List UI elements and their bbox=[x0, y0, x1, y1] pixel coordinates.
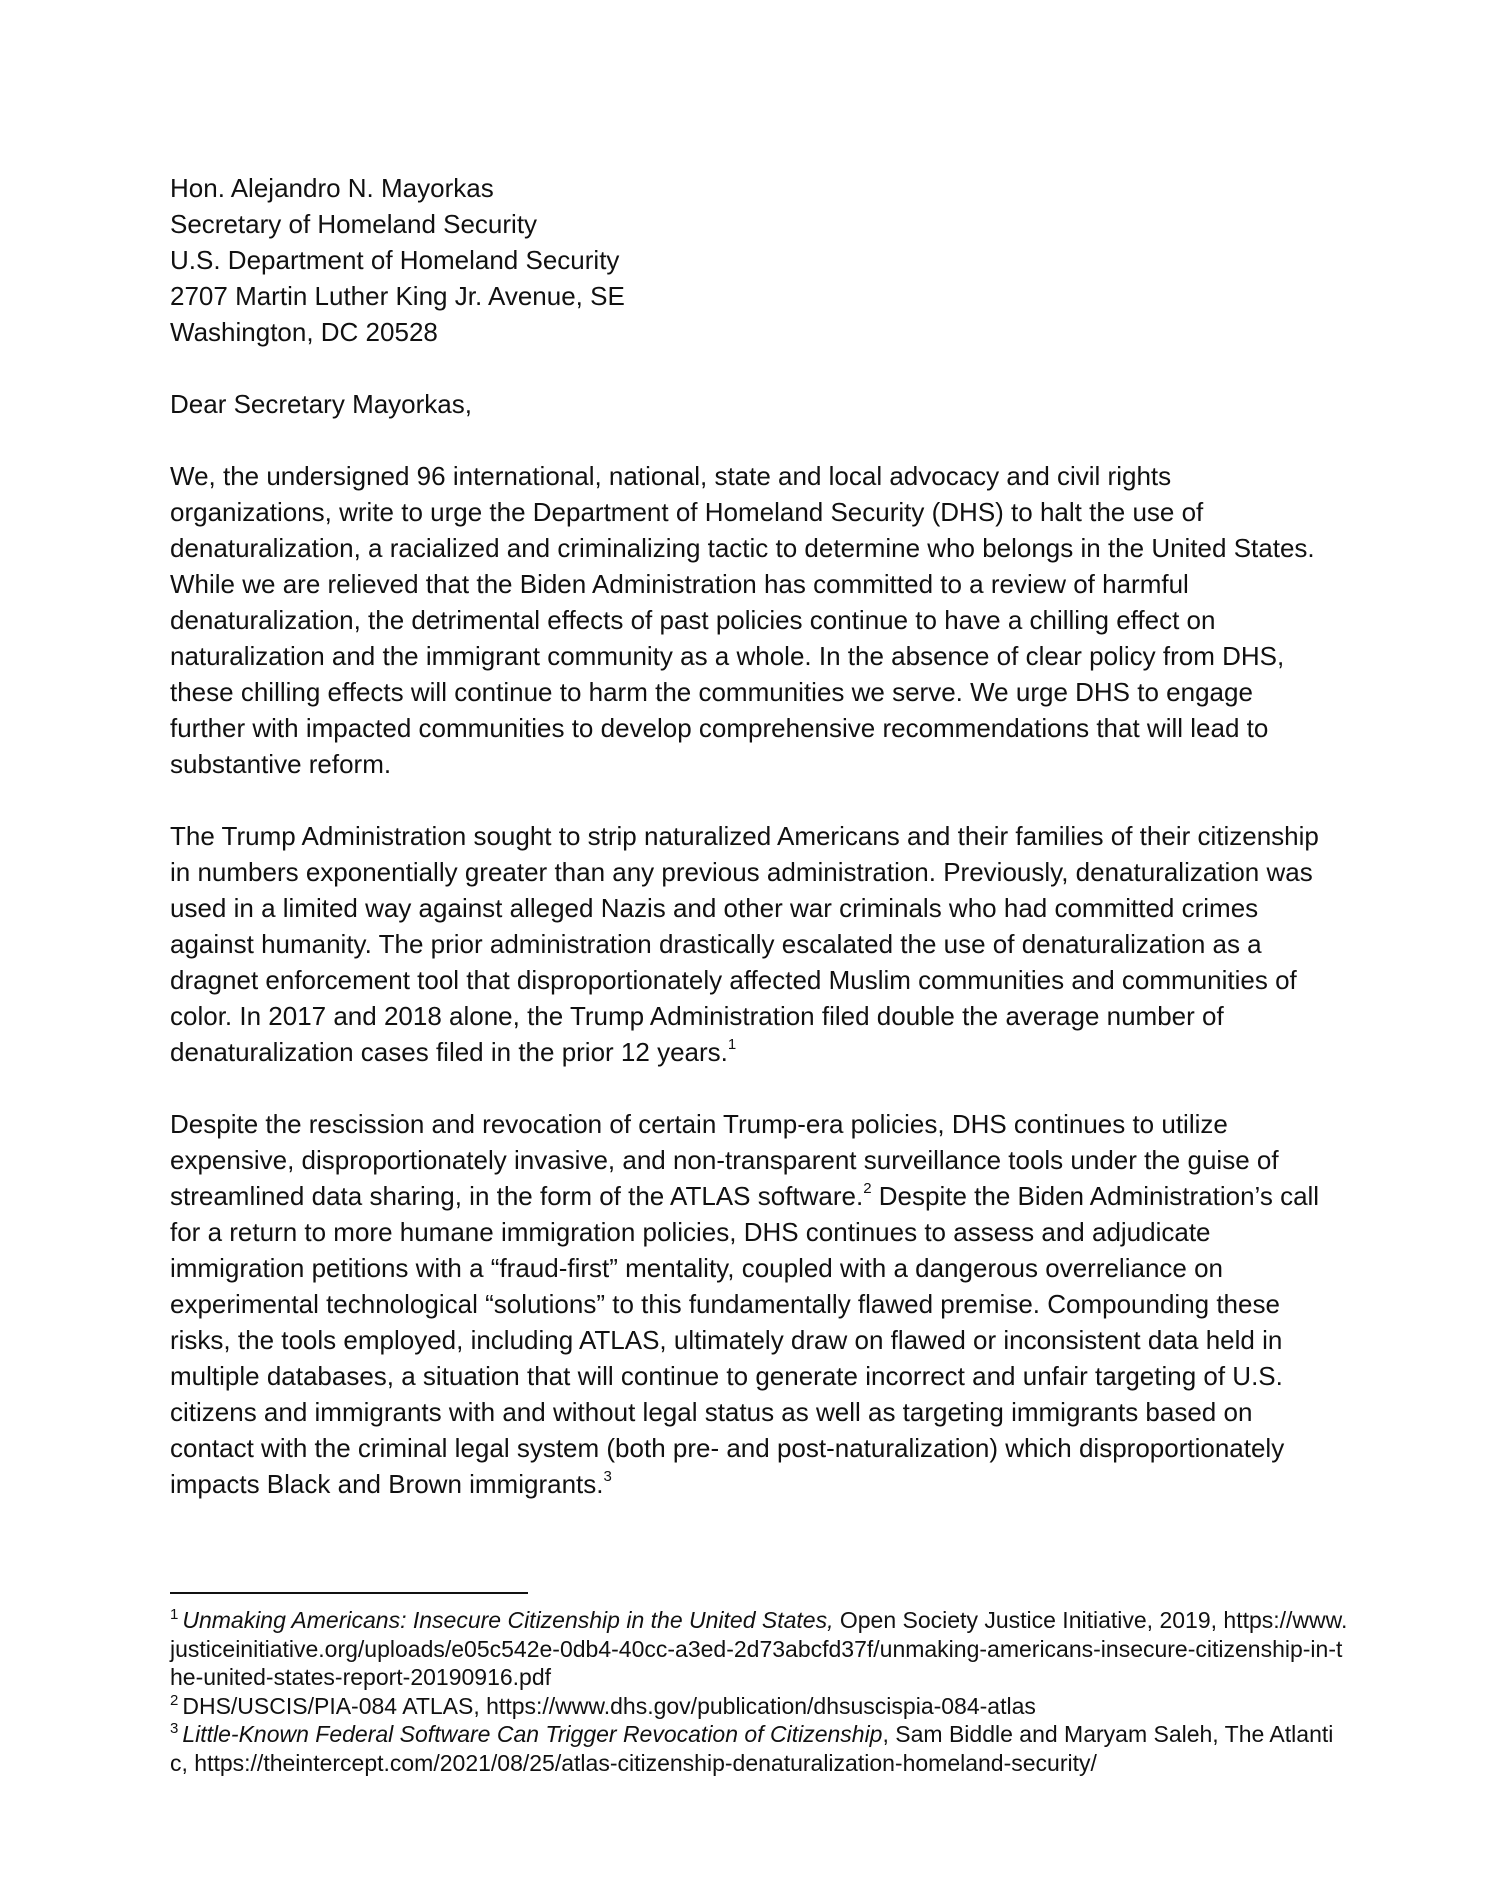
footnote-3-title: Little-Known Federal Software Can Trigger Revocation of Citizenship bbox=[182, 1721, 883, 1747]
footnote-1 bbox=[170, 1606, 1350, 1692]
address-line-name: Hon. Alejandro N. Mayorkas bbox=[170, 173, 494, 203]
address-line-city: Washington, DC 20528 bbox=[170, 317, 438, 347]
footnote-2 bbox=[170, 1692, 1350, 1721]
paragraph-2-text: The Trump Administration sought to strip naturalized Americans and their families of their citizenship in numbers exponentially greater than any previous administration. Previously, denaturalization was used in a limited way against alleged Nazis and other war criminals who had committed crimes against humanity. The prior administration drastically escalated the use of denaturalization as a dragnet enforcement tool that disproportionately affected Muslim communities and communities of color. In 2017 and 2018 alone, the Trump Administration filed double the average number of denaturalization cases filed in the prior 12 years. bbox=[170, 821, 1319, 1067]
address-line-street: 2707 Martin Luther King Jr. Avenue, SE bbox=[170, 281, 625, 311]
paragraph-3 bbox=[170, 1106, 1335, 1502]
paragraph-3-text-a: Despite the rescission and revocation of certain Trump-era policies, DHS continues to utilize expensive, disproportionately invasive, and non-transparent surveillance tools under the guise of streamlined data sharing, in the form of the ATLAS software. bbox=[170, 1109, 1279, 1211]
paragraph-3-text-b: Despite the Biden Administration’s call for a return to more humane immigration policies, DHS continues to assess and adjudicate immigration petitions with a “fraud-first” mentality, coupled with a dangerous overreliance on experimental technological “solutions” to this fundamentally flawed premise. Compounding these risks, the tools employed, including ATLAS, ultimately draw on flawed or inconsistent data held in multiple databases, a situation that will continue to generate incorrect and unfair targeting of U.S. citizens and immigrants with and without legal status as well as targeting immigrants based on contact with the criminal legal system (both pre- and post-naturalization) which disproportionately impacts Black and Brown immigrants. bbox=[170, 1181, 1320, 1499]
letter-body bbox=[170, 170, 1335, 1538]
salutation: Dear Secretary Mayorkas, bbox=[170, 389, 472, 419]
footnote-1-citation: Open Society Justice Initiative, 2019, https://www.justiceinitiative.org/uploads/e05c542e-0db4-40cc-a3ed-2d73abcfd37f/unmaking-americans-insecure-citizenship-in-the-united-states-report-20190916.pdf bbox=[170, 1607, 1348, 1690]
footnote-2-number: 2 bbox=[170, 1691, 179, 1709]
address-line-title: Secretary of Homeland Security bbox=[170, 209, 538, 239]
footnotes-section bbox=[170, 1592, 1350, 1777]
footnote-ref-3[interactable]: 3 bbox=[603, 1468, 612, 1486]
paragraph-1-text: We, the undersigned 96 international, national, state and local advocacy and civil rights organizations, write to urge the Department of Homeland Security (DHS) to halt the use of denaturalization, a racialized and criminalizing tactic to determine who belongs in the United States. While we are relieved that the Biden Administration has committed to a review of harmful denaturalization, the detrimental effects of past policies continue to have a chilling effect on naturalization and the immigrant community as a whole. In the absence of clear policy from DHS, these chilling effects will continue to harm the communities we serve. We urge DHS to engage further with impacted communities to develop comprehensive recommendations that will lead to substantive reform. bbox=[170, 461, 1315, 779]
footnote-3-number: 3 bbox=[170, 1720, 179, 1738]
footnote-3-citation: , Sam Biddle and Maryam Saleh, The Atlantic, https://theintercept.com/2021/08/25/atlas-citizenship-denaturalization-homeland-security/ bbox=[170, 1721, 1334, 1776]
footnote-1-number: 1 bbox=[170, 1606, 179, 1624]
footnote-ref-2[interactable]: 2 bbox=[863, 1180, 872, 1198]
footnote-3 bbox=[170, 1720, 1350, 1777]
footnote-1-title: Unmaking Americans: Insecure Citizenship in the United States, bbox=[182, 1607, 834, 1633]
footnote-ref-1[interactable]: 1 bbox=[727, 1036, 737, 1054]
recipient-address bbox=[170, 170, 1335, 350]
paragraph-1 bbox=[170, 458, 1335, 782]
address-line-department: U.S. Department of Homeland Security bbox=[170, 245, 620, 275]
footnote-divider bbox=[170, 1592, 528, 1594]
paragraph-2 bbox=[170, 818, 1335, 1070]
footnote-2-citation: DHS/USCIS/PIA-084 ATLAS, https://www.dhs.gov/publication/dhsuscispia-084-atlas bbox=[182, 1692, 1036, 1719]
